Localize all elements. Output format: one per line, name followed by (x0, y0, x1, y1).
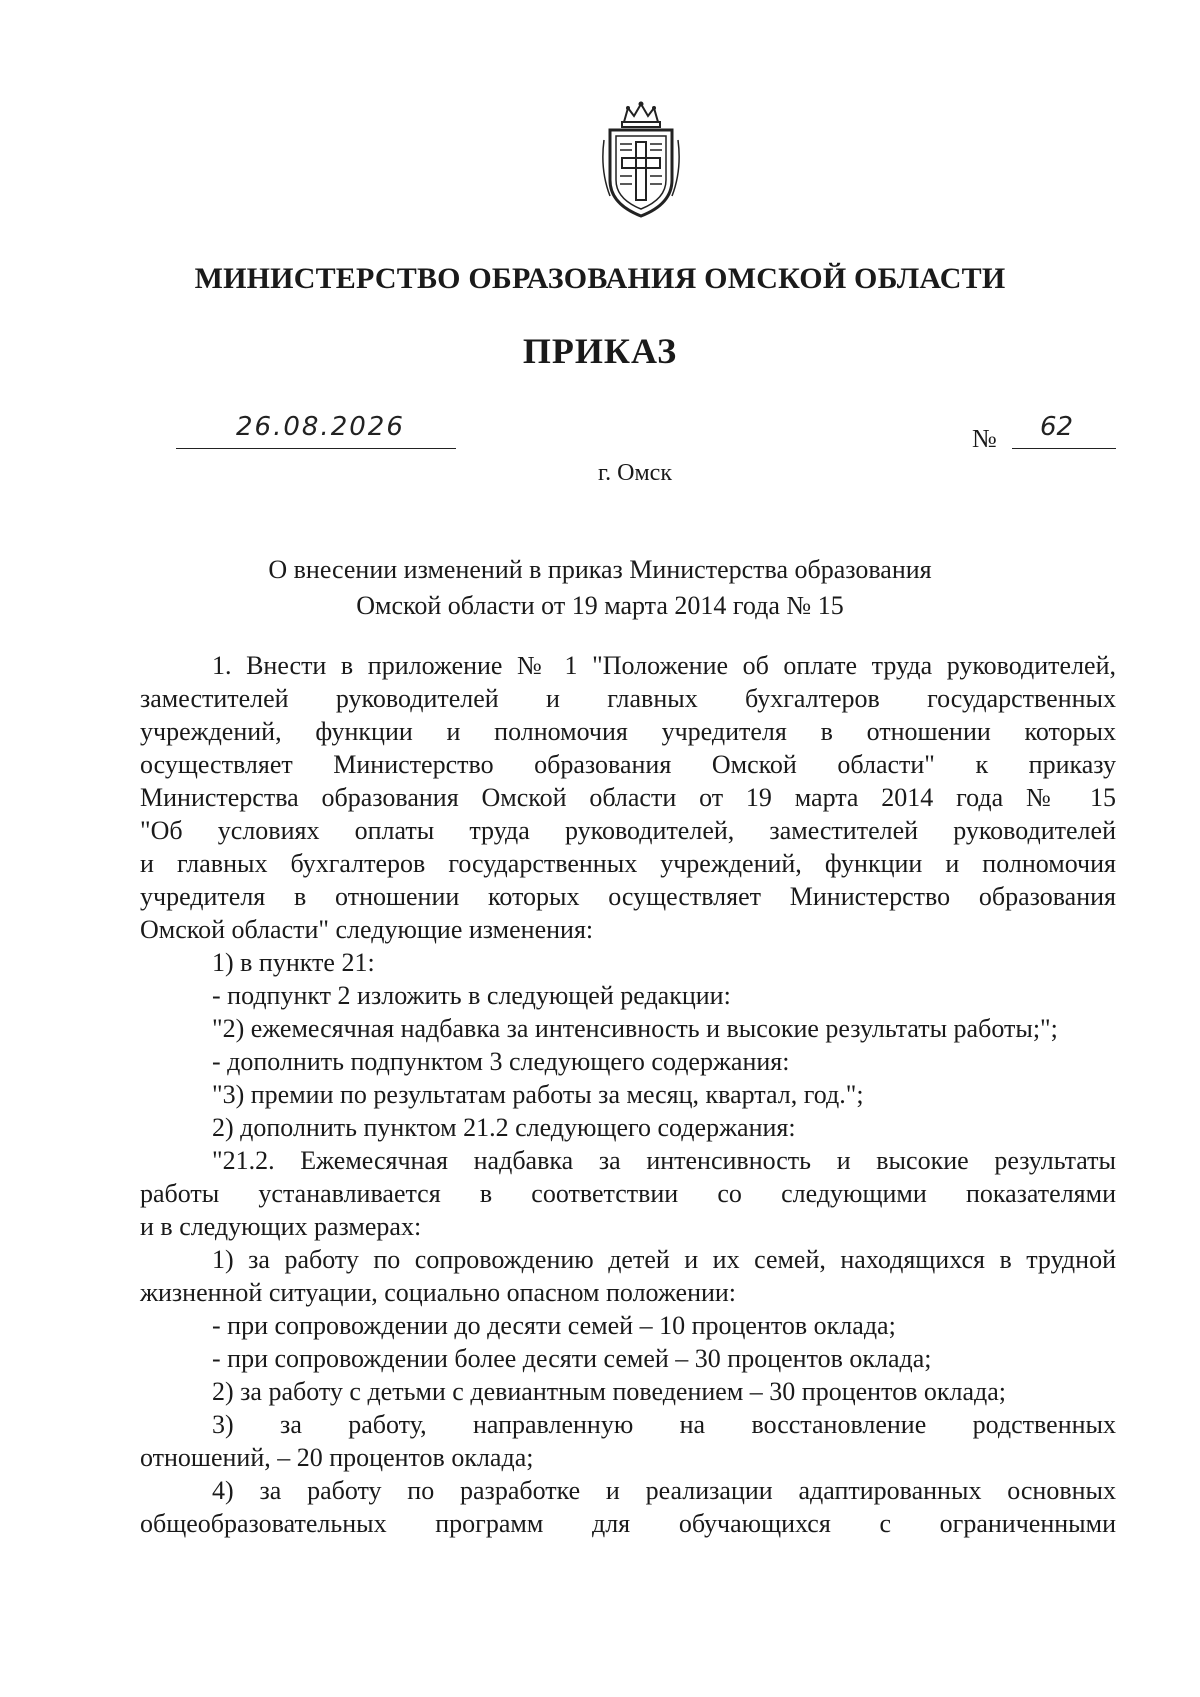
body-line: "Об условиях оплаты труда руководителей, заместителей руководителей (140, 816, 1116, 845)
body-line: - дополнить подпунктом 3 следующего содержания: (212, 1047, 790, 1076)
document-type: ПРИКАЗ (522, 331, 678, 371)
subject-line: Омской области от 19 марта 2014 года № 15 (356, 591, 844, 620)
body-line: 4) за работу по разработке и реализации адаптированных основных (212, 1476, 1116, 1505)
body-line: работы устанавливается в соответствии со следующими показателями (140, 1179, 1116, 1208)
body-line: Министерства образования Омской области от 19 марта 2014 года № 15 (140, 783, 1116, 812)
ministry-name: МИНИСТЕРСТВО ОБРАЗОВАНИЯ ОМСКОЙ ОБЛАСТИ (194, 262, 1006, 295)
number-sign: № (972, 424, 997, 453)
body-line: осуществляет Министерство образования Омской области" к приказу (140, 750, 1116, 779)
coat-of-arms-icon (596, 100, 686, 220)
body-line: и главных бухгалтеров государственных учреждений, функции и полномочия (140, 849, 1116, 878)
order-subject (0, 552, 1200, 624)
body-line: учредителя в отношении которых осуществляет Министерство образования (140, 882, 1116, 911)
body-line: "3) премии по результатам работы за месяц, квартал, год."; (212, 1080, 864, 1109)
body-line: 2) дополнить пунктом 21.2 следующего содержания: (212, 1113, 796, 1142)
order-number: 62 (1040, 412, 1074, 442)
body-line: 3) за работу, направленную на восстановление родственных (212, 1410, 1116, 1439)
body-line: 1. Внести в приложение № 1 "Положение об оплате труда руководителей, (212, 651, 1116, 680)
date-underline (176, 448, 456, 449)
body-line: - при сопровождении более десяти семей – 30 процентов оклада; (212, 1344, 932, 1373)
order-date: 26.08.2026 (236, 412, 405, 442)
body-line: - при сопровождении до десяти семей – 10 процентов оклада; (212, 1311, 896, 1340)
body-line: 1) за работу по сопровождению детей и их семей, находящихся в трудной (212, 1245, 1116, 1274)
body-line: заместителей руководителей и главных бухгалтеров государственных (140, 684, 1116, 713)
city: г. Омск (598, 460, 672, 486)
number-underline (1012, 448, 1116, 449)
body-line: жизненной ситуации, социально опасном положении: (140, 1278, 737, 1307)
body-line: - подпункт 2 изложить в следующей редакции: (212, 981, 731, 1010)
body-line: учреждений, функции и полномочия учредителя в отношении которых (140, 717, 1116, 746)
subject-line: О внесении изменений в приказ Министерства образования (268, 555, 932, 584)
body-line: 1) в пункте 21: (212, 948, 375, 977)
body-line: 2) за работу с детьми с девиантным поведением – 30 процентов оклада; (212, 1377, 1007, 1406)
body-line: Омской области" следующие изменения: (140, 915, 594, 944)
body-line: и в следующих размерах: (140, 1212, 422, 1241)
body-line: отношений, – 20 процентов оклада; (140, 1443, 534, 1472)
body-line: "21.2. Ежемесячная надбавка за интенсивность и высокие результаты (212, 1146, 1116, 1175)
body-line: общеобразовательных программ для обучающихся с ограниченными (140, 1509, 1116, 1538)
body-line: "2) ежемесячная надбавка за интенсивность и высокие результаты работы;"; (212, 1014, 1058, 1043)
order-body (140, 649, 1116, 1540)
